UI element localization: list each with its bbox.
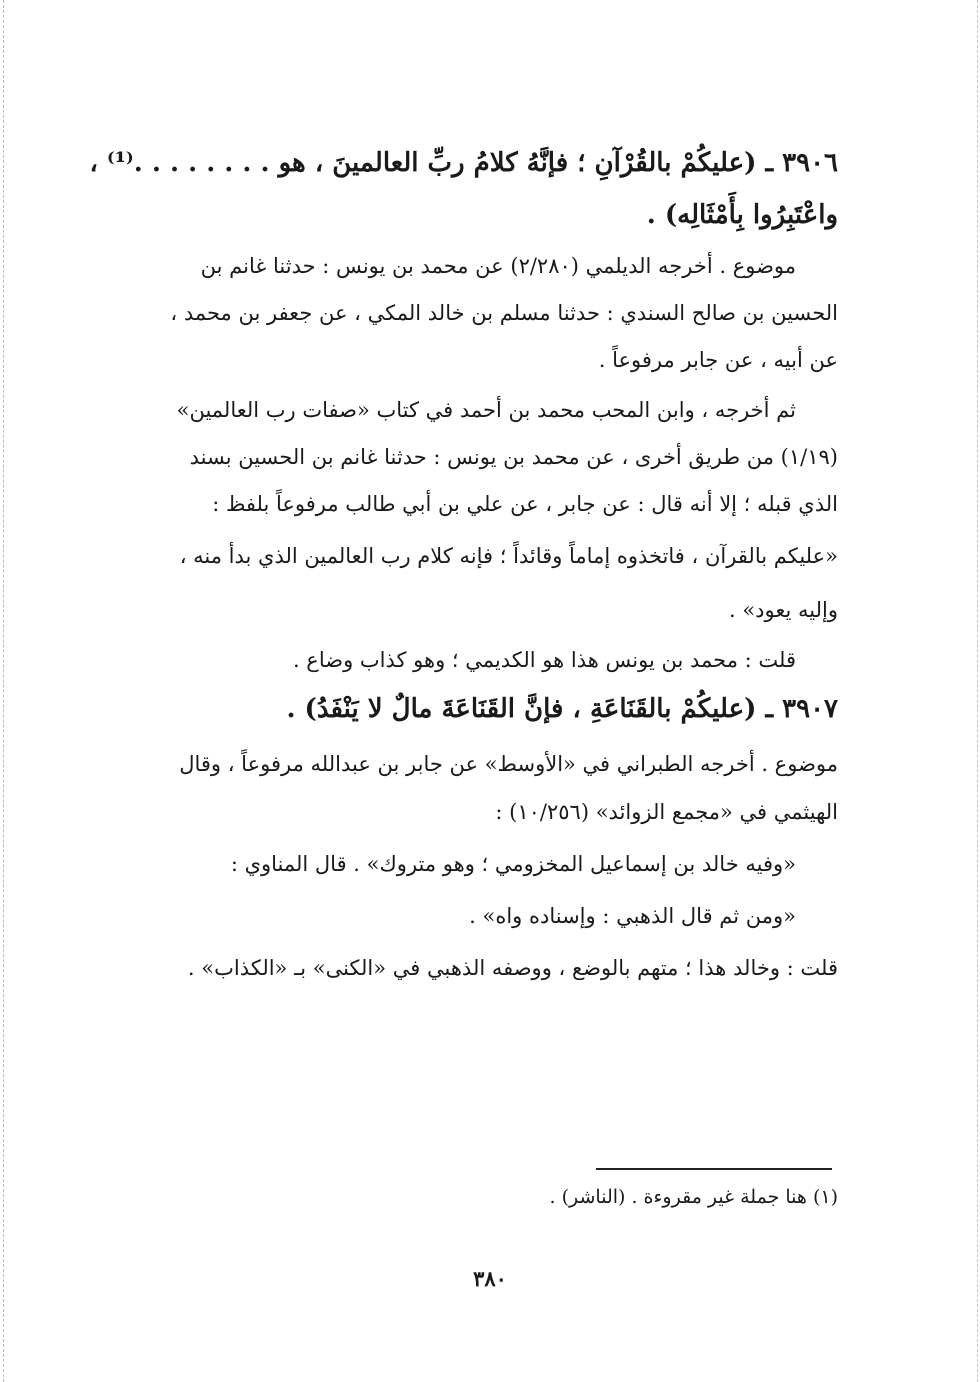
text-line: «عليكم بالقرآن ، فاتخذوه إماماً وقائداً ؛ فإنه كلام رب العالمين الذي بدأ منه ، [179,544,838,568]
entry-heading-line: ٣٩٠٧ ـ (عليكُمْ بالقَنَاعَةِ ، فإنَّ القَنَاعَةَ مالٌ لا يَنْفَدُ) . [286,694,838,724]
entry-heading-line: واعْتَبِرُوا بِأَمْثَالِه) . [646,200,838,230]
text-line: عن أبيه ، عن جابر مرفوعاً . [598,348,838,372]
text-line: ثم أخرجه ، وابن المحب محمد بن أحمد في كتاب «صفات رب العالمين» [176,398,796,422]
entry-3907 [110,694,838,980]
text-line: موضوع . أخرجه الديلمي (٢/٢٨٠) عن محمد بن يونس : حدثنا غانم بن [200,254,796,278]
text-line: الذي قبله ؛ إلا أنه قال : عن جابر ، عن علي بن أبي طالب مرفوعاً بلفظ : [212,492,838,516]
text-line: «وفيه خالد بن إسماعيل المخزومي ؛ وهو متروك» . قال المناوي : [230,852,796,876]
text-line: قلت : محمد بن يونس هذا هو الكديمي ؛ وهو كذاب وضاع . [292,648,796,672]
text-line: الحسين بن صالح السندي : حدثنا مسلم بن خالد المكي ، عن جعفر بن محمد ، [170,301,838,325]
text-line: (١/١٩) من طريق أخرى ، عن محمد بن يونس : حدثنا غانم بن الحسين بسند [189,445,838,469]
text-line: قلت : وخالد هذا ؛ متهم بالوضع ، ووصفه الذهبي في «الكنى» بـ «الكذاب» . [187,956,838,980]
entry-heading-line: ٣٩٠٦ ـ (عليكُمْ بالقُرْآنِ ؛ فإنَّهُ كلامُ ربِّ العالمينَ ، هو . . . . . . . .⁽¹⁾ ، [89,148,838,178]
paragraph [110,254,838,372]
paragraph [110,956,838,980]
text-line: «ومن ثم قال الذهبي : وإسناده واه» . [469,904,796,928]
footnote: (١) هنا جملة غير مقروءة . (الناشر) . [549,1186,838,1208]
scan-edge-left [3,0,4,1382]
quotation [110,544,838,622]
footnote-separator [596,1168,832,1170]
page-number: ٣٨٠ [473,1266,507,1291]
entry-3906 [89,148,838,672]
text-line: موضوع . أخرجه الطبراني في «الأوسط» عن جابر بن عبدالله مرفوعاً ، وقال [179,752,838,776]
page-body [89,140,838,980]
text-line: الهيثمي في «مجمع الزوائد» (١٠/٢٥٦) : [495,800,838,824]
scan-edge-right [977,0,978,1382]
quotation [110,852,838,876]
paragraph [110,648,838,672]
paragraph [110,398,838,516]
text-line: وإليه يعود» . [728,598,838,622]
quotation [110,904,838,928]
paragraph [110,752,838,824]
